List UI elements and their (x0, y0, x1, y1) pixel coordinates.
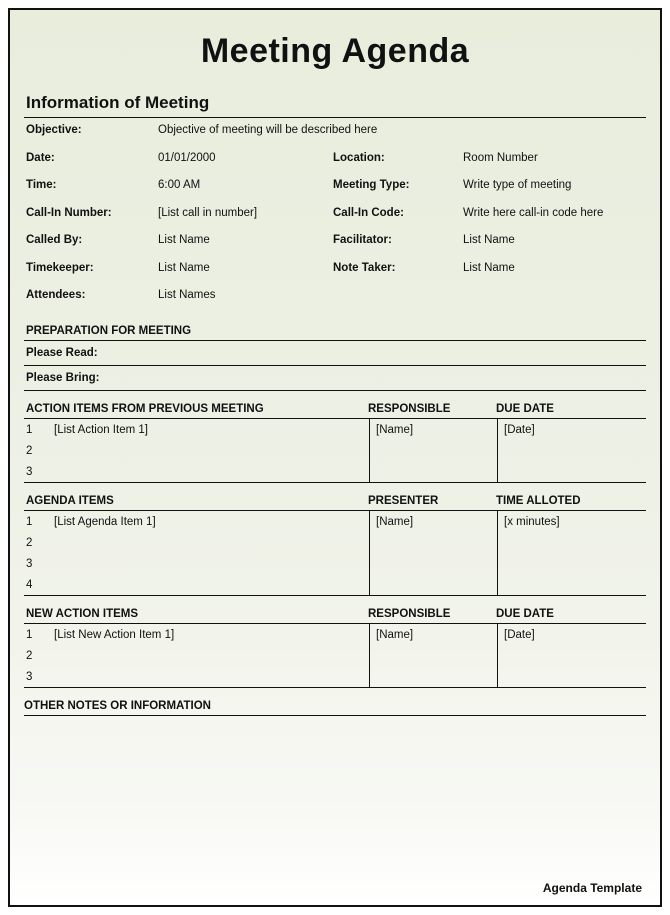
section-divider-information (24, 117, 646, 118)
table-row[interactable] (24, 574, 369, 595)
date-label: Date: (26, 151, 55, 164)
agenda-sheet (8, 8, 662, 907)
agenda-items-header (24, 495, 646, 511)
agenda-items-presenter-cell[interactable] (370, 511, 498, 595)
attendees-label: Attendees: (26, 289, 86, 301)
table-row[interactable] (24, 645, 369, 666)
table-row[interactable] (24, 419, 369, 440)
previous-action-items-table (24, 403, 646, 483)
new-action-items-body (24, 624, 646, 688)
previous-action-items-header (24, 403, 646, 419)
agenda-items-rows (24, 511, 370, 595)
table-row[interactable] (24, 553, 369, 574)
table-row[interactable] (24, 624, 369, 645)
location-value[interactable]: Room Number (463, 151, 538, 164)
new-action-items-col-responsible: RESPONSIBLE (368, 607, 451, 620)
info-row-callin-number-code (26, 207, 644, 235)
meeting-type-value[interactable]: Write type of meeting (463, 179, 572, 191)
please-read-row[interactable]: Please Read: (24, 340, 646, 366)
row-number: 3 (26, 557, 33, 570)
agenda-items-table (24, 495, 646, 596)
responsible-value: [Name] (376, 628, 414, 641)
responsible-value: [Name] (376, 423, 414, 436)
table-row[interactable] (24, 666, 369, 687)
info-row-timekeeper-note-taker (26, 262, 644, 290)
row-number: 2 (26, 444, 33, 457)
info-row-called-by-facilitator (26, 234, 644, 262)
preparation-heading: PREPARATION FOR MEETING (26, 324, 192, 337)
table-row[interactable] (24, 440, 369, 461)
previous-action-items-rows (24, 419, 370, 482)
call-in-code-label: Call-In Code: (333, 206, 404, 219)
presenter-value: [Name] (376, 515, 414, 528)
meeting-type-label: Meeting Type: (333, 179, 410, 191)
table-row[interactable] (24, 532, 369, 553)
new-action-items-table (24, 608, 646, 688)
due-date-value: [Date] (504, 628, 535, 641)
please-bring-row[interactable]: Please Bring: (24, 366, 646, 391)
location-label: Location: (333, 151, 385, 164)
info-row-date-location (26, 152, 644, 180)
facilitator-value[interactable]: List Name (463, 234, 515, 246)
row-number: 2 (26, 649, 33, 662)
called-by-label: Called By: (26, 234, 83, 246)
call-in-number-label: Call-In Number: (26, 206, 112, 219)
note-taker-label: Note Taker: (333, 261, 396, 274)
agenda-items-col-presenter: PRESENTER (368, 494, 439, 507)
row-number: 1 (26, 515, 33, 528)
previous-action-items-due-date-cell[interactable] (498, 419, 646, 482)
new-action-items-due-date-cell[interactable] (498, 624, 646, 687)
row-number: 3 (26, 670, 33, 683)
new-action-items-rows (24, 624, 370, 687)
called-by-value[interactable]: List Name (158, 234, 210, 246)
row-number: 3 (26, 465, 33, 478)
new-action-items-header (24, 608, 646, 624)
previous-action-items-responsible-cell[interactable] (370, 419, 498, 482)
facilitator-label: Facilitator: (333, 234, 392, 246)
footer-label: Agenda Template (542, 881, 642, 895)
row-number: 2 (26, 536, 33, 549)
previous-action-items-body (24, 419, 646, 483)
notes-area[interactable] (24, 716, 646, 882)
call-in-code-value[interactable]: Write here call-in code here (463, 206, 604, 219)
timekeeper-value[interactable]: List Name (158, 261, 210, 274)
note-taker-value[interactable]: List Name (463, 261, 515, 274)
time-value[interactable]: 6:00 AM (158, 179, 201, 191)
date-value[interactable]: 01/01/2000 (158, 151, 216, 164)
timekeeper-label: Timekeeper: (26, 261, 94, 274)
section-title-information: Information of Meeting (26, 93, 210, 112)
time-label: Time: (26, 179, 57, 191)
info-row-objective (26, 124, 644, 152)
agenda-items-time-alloted-cell[interactable] (498, 511, 646, 595)
time-alloted-value: [x minutes] (504, 515, 560, 528)
agenda-items-body (24, 511, 646, 596)
previous-action-items-heading: ACTION ITEMS FROM PREVIOUS MEETING (26, 402, 264, 415)
row-item[interactable]: [List Agenda Item 1] (54, 515, 156, 528)
new-action-items-col-due-date: DUE DATE (496, 607, 554, 620)
meeting-information-grid (26, 124, 644, 317)
info-row-attendees (26, 289, 644, 317)
call-in-number-value[interactable]: [List call in number] (158, 206, 258, 219)
row-number: 1 (26, 423, 33, 436)
row-number: 4 (26, 578, 33, 591)
attendees-value[interactable]: List Names (158, 289, 216, 301)
previous-action-items-col-responsible: RESPONSIBLE (368, 402, 451, 415)
agenda-items-heading: AGENDA ITEMS (26, 494, 114, 507)
page-title: Meeting Agenda (200, 32, 470, 70)
objective-label: Objective: (26, 124, 82, 136)
info-row-time-meeting-type (26, 179, 644, 207)
new-action-items-heading: NEW ACTION ITEMS (26, 607, 139, 620)
table-row[interactable] (24, 511, 369, 532)
table-row[interactable] (24, 461, 369, 482)
previous-action-items-col-due-date: DUE DATE (496, 402, 554, 415)
agenda-items-col-time-alloted: TIME ALLOTED (496, 494, 581, 507)
row-number: 1 (26, 628, 33, 641)
row-item[interactable]: [List New Action Item 1] (54, 628, 175, 641)
due-date-value: [Date] (504, 423, 535, 436)
objective-value[interactable]: Objective of meeting will be described here (158, 124, 378, 136)
other-notes-heading: OTHER NOTES OR INFORMATION (24, 700, 646, 716)
new-action-items-responsible-cell[interactable] (370, 624, 498, 687)
row-item[interactable]: [List Action Item 1] (54, 423, 148, 436)
